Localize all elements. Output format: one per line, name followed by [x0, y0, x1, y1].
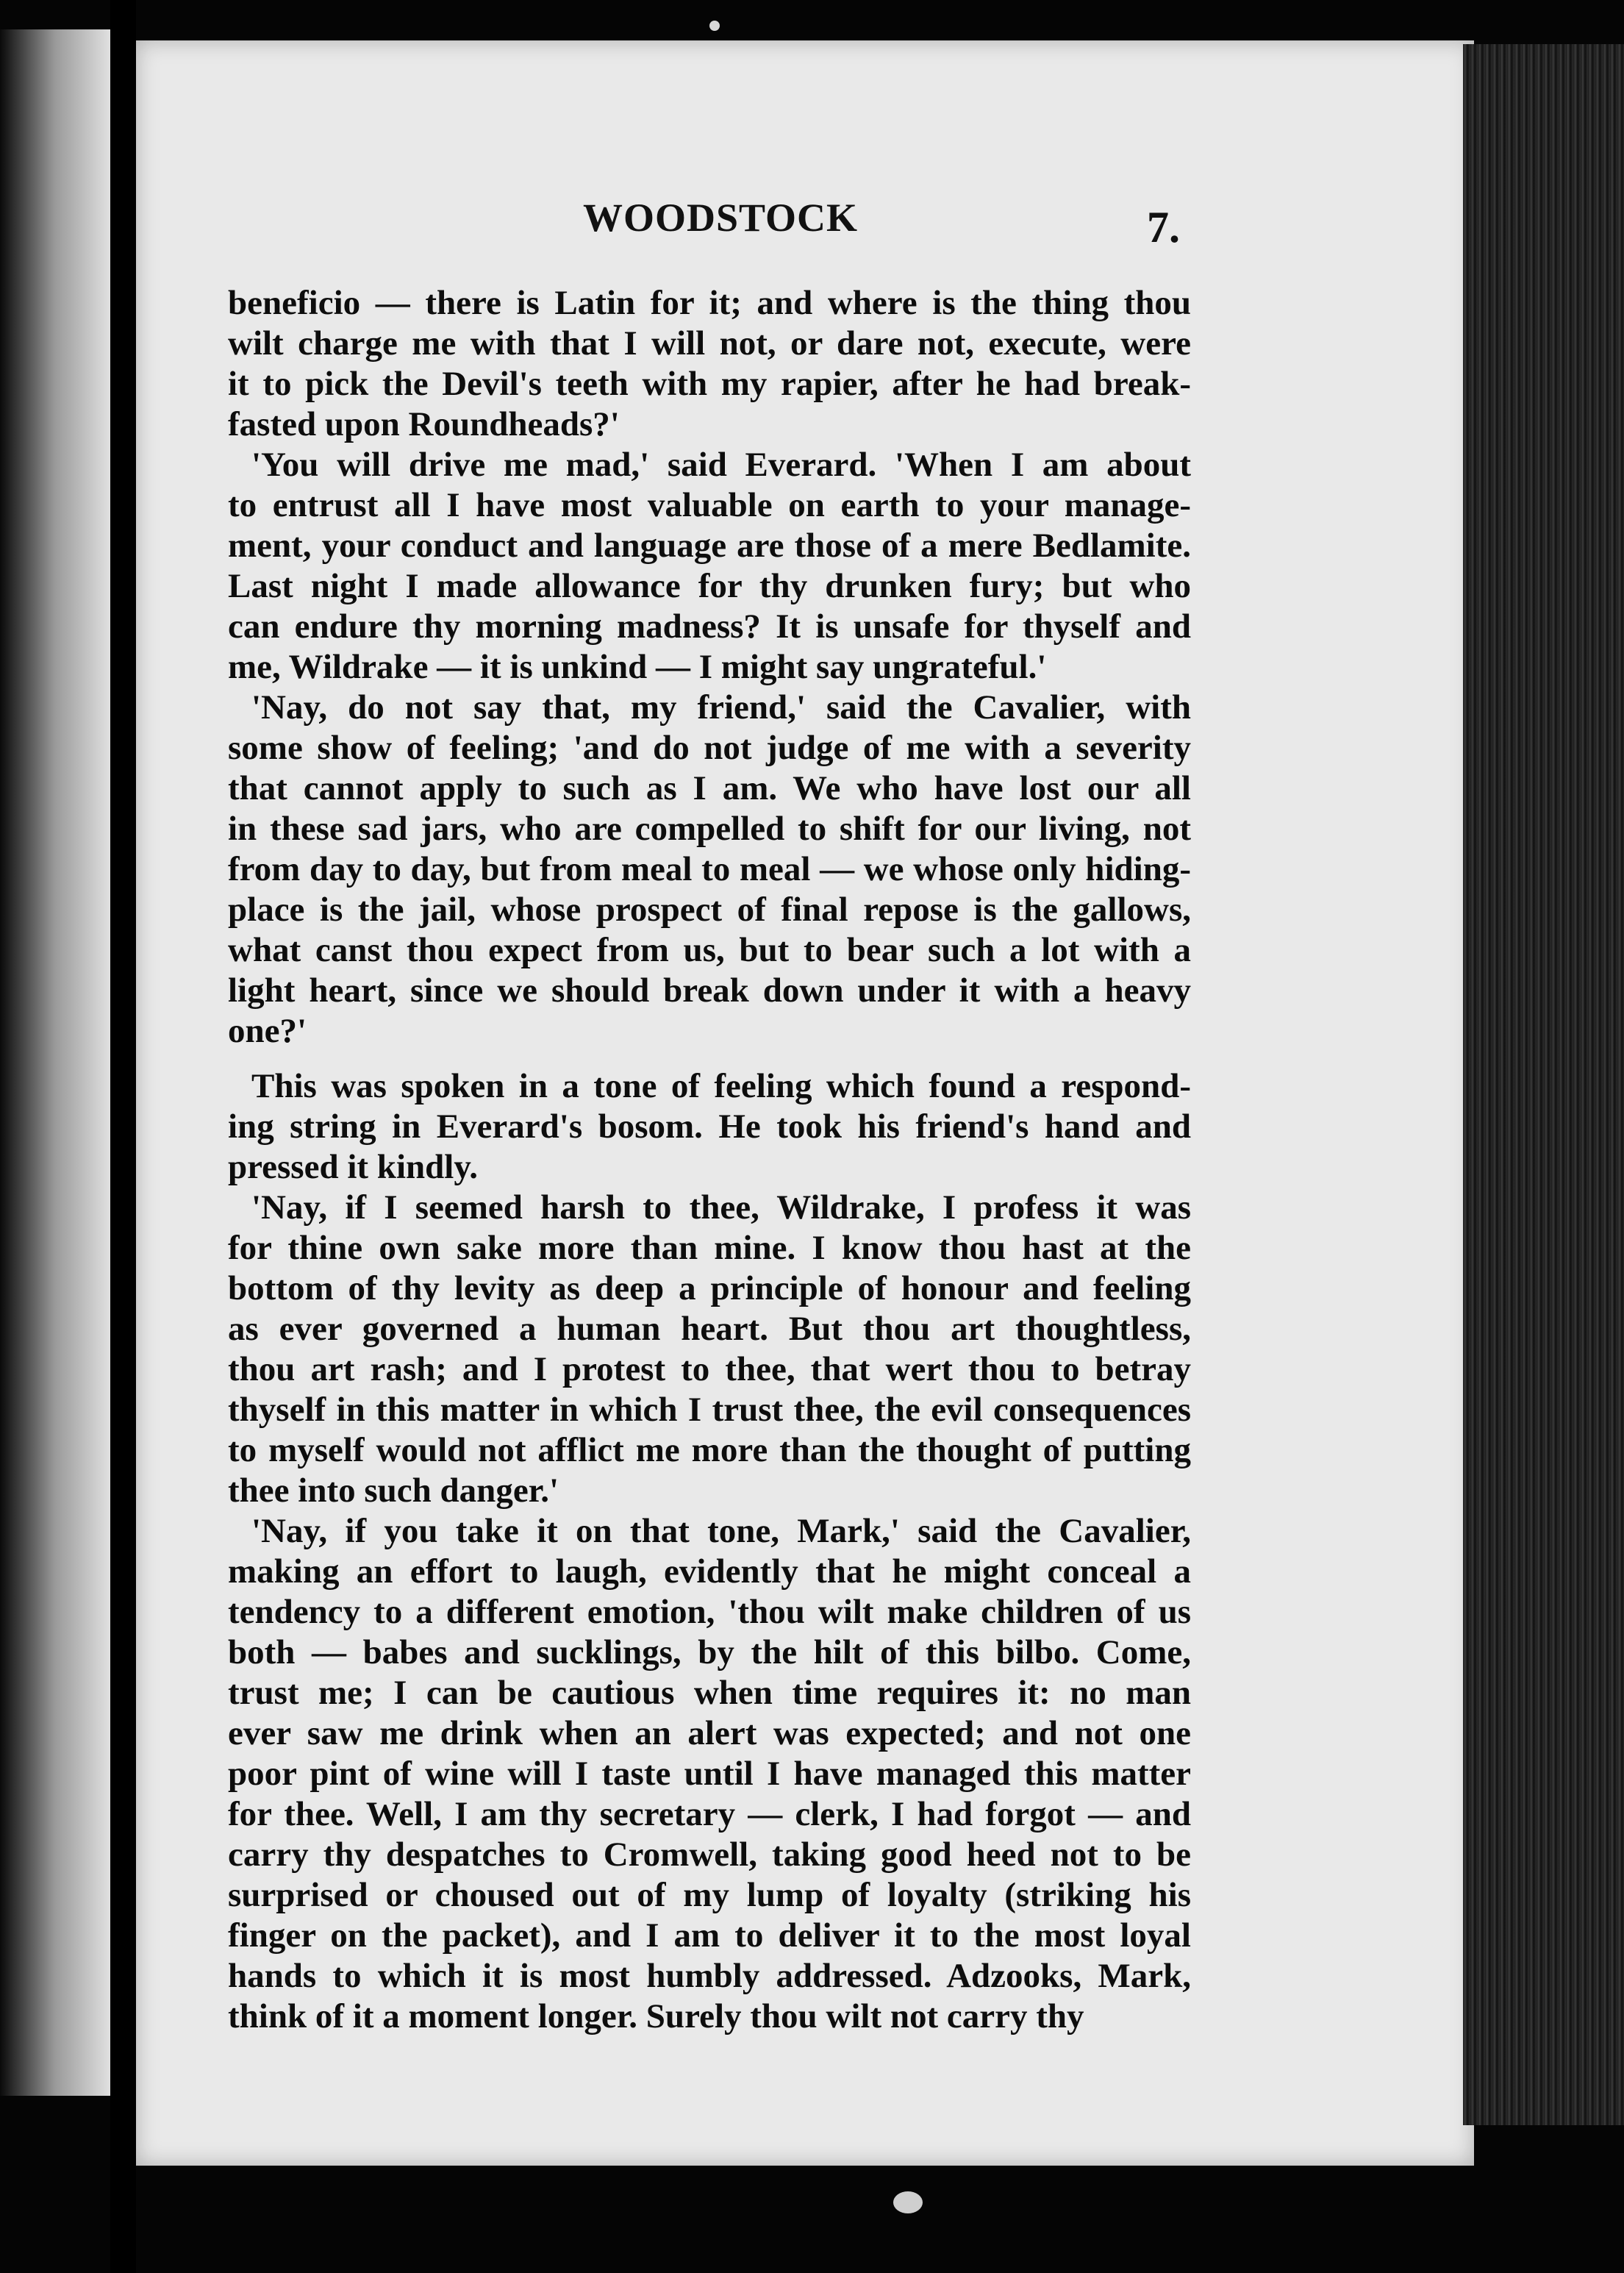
text-line: surprised or choused out of my lump of loyalty (striking his [228, 1876, 1191, 1914]
text-line: thee into such danger.' [228, 1471, 559, 1510]
paragraph-gap [228, 1052, 1191, 1066]
text-line: for thine own sake more than mine. I know thou hast at the [228, 1229, 1191, 1267]
page-fore-edge [1463, 44, 1624, 2125]
text-line: one?' [228, 1012, 307, 1050]
text-line: 'Nay, if you take it on that tone, Mark,' said the Cavalier, [251, 1512, 1191, 1550]
text-line: ment, your conduct and language are those of a mere Bedlamite. [228, 527, 1191, 565]
text-line: 'You will drive me mad,' said Everard. 'When I am about [251, 446, 1191, 484]
text-line: hands to which it is most humbly addressed. Adzooks, Mark, [228, 1957, 1191, 1995]
text-line: what canst thou expect from us, but to bear such a lot with a [228, 931, 1191, 969]
text-line: bottom of thy levity as deep a principle of honour and feeling [228, 1269, 1191, 1307]
text-line: fasted upon Roundheads?' [228, 405, 620, 443]
page-number: 7. [1147, 203, 1180, 251]
paragraph [228, 688, 1191, 1052]
text-line: as ever governed a human heart. But thou art thoughtless, [228, 1310, 1191, 1348]
text-line: ever saw me drink when an alert was expected; and not one [228, 1714, 1191, 1752]
text-line: 'Nay, if I seemed harsh to thee, Wildrake, I profess it was [251, 1188, 1191, 1227]
text-line: me, Wildrake — it is unkind — I might say ungrateful.' [228, 648, 1047, 686]
page-header [0, 188, 1624, 261]
text-line: thyself in this matter in which I trust thee, the evil consequences [228, 1391, 1191, 1429]
paragraph [228, 445, 1191, 688]
text-line: 'Nay, do not say that, my friend,' said the Cavalier, with [251, 688, 1191, 727]
text-line: some show of feeling; 'and do not judge of me with a severity [228, 729, 1191, 767]
text-line: both — babes and sucklings, by the hilt of this bilbo. Come, [228, 1633, 1191, 1671]
scan-smudge [893, 2191, 923, 2213]
text-line: wilt charge me with that I will not, or dare not, execute, were [228, 324, 1191, 363]
text-line: beneficio — there is Latin for it; and where is the thing thou [228, 284, 1191, 322]
paragraph [228, 1066, 1191, 1188]
running-head: WOODSTOCK [582, 196, 859, 240]
paragraph [228, 1188, 1191, 1511]
text-line: tendency to a different emotion, 'thou wilt make children of us [228, 1593, 1191, 1631]
text-line: it to pick the Devil's teeth with my rapier, after he had break- [228, 365, 1191, 403]
text-line: ing string in Everard's bosom. He took his friend's hand and [228, 1107, 1191, 1146]
text-line: place is the jail, whose prospect of final repose is the gallows, [228, 891, 1191, 929]
text-line: This was spoken in a tone of feeling which found a respond- [251, 1067, 1191, 1105]
text-line: trust me; I can be cautious when time requires it: no man [228, 1674, 1191, 1712]
book-gutter [110, 0, 136, 2273]
text-line: thou art rash; and I protest to thee, that wert thou to betray [228, 1350, 1191, 1388]
text-line: carry thy despatches to Cromwell, taking good heed not to be [228, 1835, 1191, 1874]
text-line: that cannot apply to such as I am. We who have lost our all [228, 769, 1191, 807]
text-line: think of it a moment longer. Surely thou wilt not carry thy [228, 1997, 1084, 2035]
text-line: finger on the packet), and I am to deliver it to the most loyal [228, 1916, 1191, 1955]
text-line: in these sad jars, who are compelled to shift for our living, not [228, 810, 1191, 848]
text-line: from day to day, but from meal to meal — we whose only hiding- [228, 850, 1191, 888]
text-line: to entrust all I have most valuable on earth to your manage- [228, 486, 1191, 524]
text-line: poor pint of wine will I taste until I have managed this matter [228, 1755, 1191, 1793]
paragraph [228, 1511, 1191, 2037]
paragraph [228, 283, 1191, 445]
left-page-edge [0, 29, 110, 2096]
scan-speck [709, 21, 720, 31]
text-line: making an effort to laugh, evidently that he might conceal a [228, 1552, 1191, 1591]
text-line: pressed it kindly. [228, 1148, 478, 1186]
text-line: Last night I made allowance for thy drunken fury; but who [228, 567, 1191, 605]
text-line: to myself would not afflict me more than the thought of putting [228, 1431, 1191, 1469]
text-line: light heart, since we should break down under it with a heavy [228, 971, 1191, 1010]
text-line: for thee. Well, I am thy secretary — clerk, I had forgot — and [228, 1795, 1191, 1833]
text-line: can endure thy morning madness? It is unsafe for thyself and [228, 607, 1191, 646]
body-text [228, 283, 1191, 2037]
